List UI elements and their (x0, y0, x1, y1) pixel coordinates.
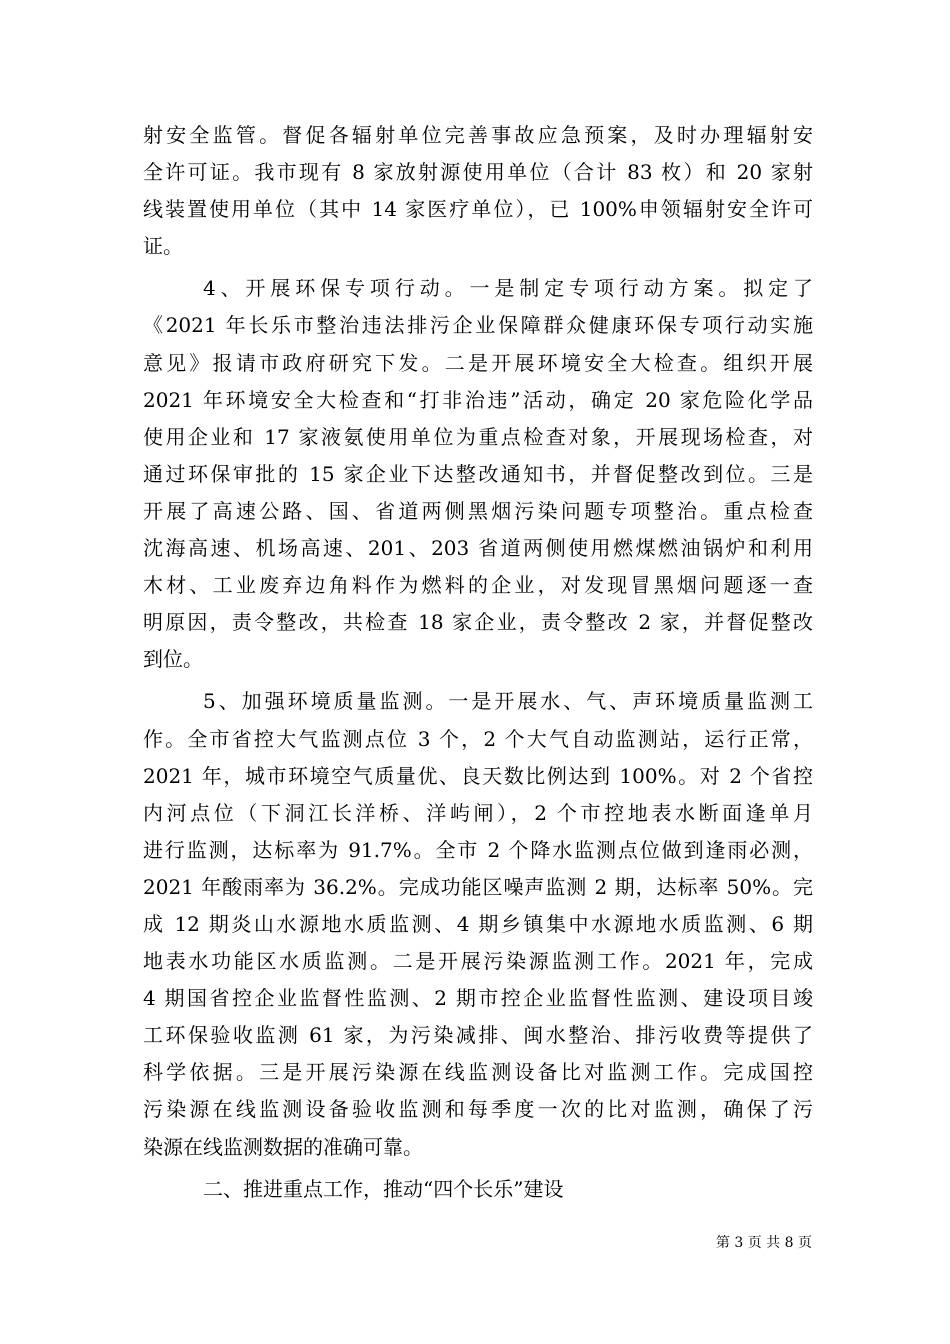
text-line: 全许可证。我市现有 8 家放射源使用单位（合计 83 枚）和 20 家射 (143, 160, 813, 185)
text-line: 沈海高速、机场高速、201、203 省道两侧使用燃煤燃油锅炉和利用 (143, 536, 813, 561)
text-line: 2021 年酸雨率为 36.2%。完成功能区噪声监测 2 期，达标率 50%。完 (143, 874, 813, 899)
text-line: 2021 年，城市环境空气质量优、良天数比例达到 100%。对 2 个省控 (143, 763, 813, 788)
text-line: 到位。 (143, 647, 203, 672)
text-line: 内河点位（下洞江长洋桥、洋屿闸），2 个市控地表水断面逢单月 (143, 800, 813, 825)
document-body (143, 117, 813, 1208)
text-line: 木材、工业废弃边角料作为燃料的企业，对发现冒黑烟问题逐一查 (143, 573, 813, 598)
text-line: 明原因，责令整改，共检查 18 家企业，责令整改 2 家，并督促整改 (143, 610, 813, 635)
page-number-footer: 第 3 页 共 8 页 (715, 1235, 812, 1251)
text-line: 污染源在线监测设备验收监测和每季度一次的比对监测，确保了污 (143, 1097, 813, 1122)
text-line: 2021 年环境安全大检查和“打非治违”活动，确定 20 家危险化学品 (143, 387, 813, 412)
section-heading (143, 1171, 813, 1208)
text-line: 开展了高速公路、国、省道两侧黑烟污染问题专项整治。重点检查 (143, 498, 813, 523)
text-line: 作。全市省控大气监测点位 3 个，2 个大气自动监测站，运行正常， (143, 726, 813, 751)
text-line: 4、开展环保专项行动。一是制定专项行动方案。拟定了 (203, 276, 813, 301)
text-line: 5、加强环境质量监测。一是开展水、气、声环境质量监测工 (203, 689, 813, 714)
text-line: 通过环保审批的 15 家企业下达整改通知书，并督促整改到位。三是 (143, 461, 813, 486)
text-line: 工环保验收监测 61 家，为污染减排、闽水整治、排污收费等提供了 (143, 1023, 813, 1048)
text-line: 意见》报请市政府研究下发。二是开展环境安全大检查。组织开展 (143, 350, 813, 375)
paragraph-special-action (143, 270, 813, 678)
text-line: 成 12 期炎山水源地水质监测、4 期乡镇集中水源地水质监测、6 期 (143, 911, 813, 936)
text-line: 科学依据。三是开展污染源在线监测设备比对监测工作。完成国控 (143, 1060, 813, 1085)
text-line: 染源在线监测数据的准确可靠。 (143, 1134, 423, 1159)
text-line: 射安全监管。督促各辐射单位完善事故应急预案，及时办理辐射安 (143, 123, 813, 147)
paragraph-radiation-safety (143, 117, 813, 265)
text-line: 进行监测，达标率为 91.7%。全市 2 个降水监测点位做到逢雨必测， (143, 837, 813, 862)
text-line: 地表水功能区水质监测。二是开展污染源监测工作。2021 年，完成 (143, 949, 813, 974)
text-line: 线装置使用单位（其中 14 家医疗单位），已 100%申领辐射安全许可 (143, 197, 813, 222)
section-heading-text: 二、推进重点工作，推动“四个长乐”建设 (203, 1176, 564, 1201)
text-line: 使用企业和 17 家液氨使用单位为重点检查对象，开展现场检查，对 (143, 424, 813, 449)
paragraph-quality-monitoring (143, 683, 813, 1165)
text-line: 证。 (143, 234, 183, 259)
text-line: 4 期国省控企业监督性监测、2 期市控企业监督性监测、建设项目竣 (143, 986, 813, 1011)
text-line: 《2021 年长乐市整治违法排污企业保障群众健康环保专项行动实施 (143, 313, 813, 338)
